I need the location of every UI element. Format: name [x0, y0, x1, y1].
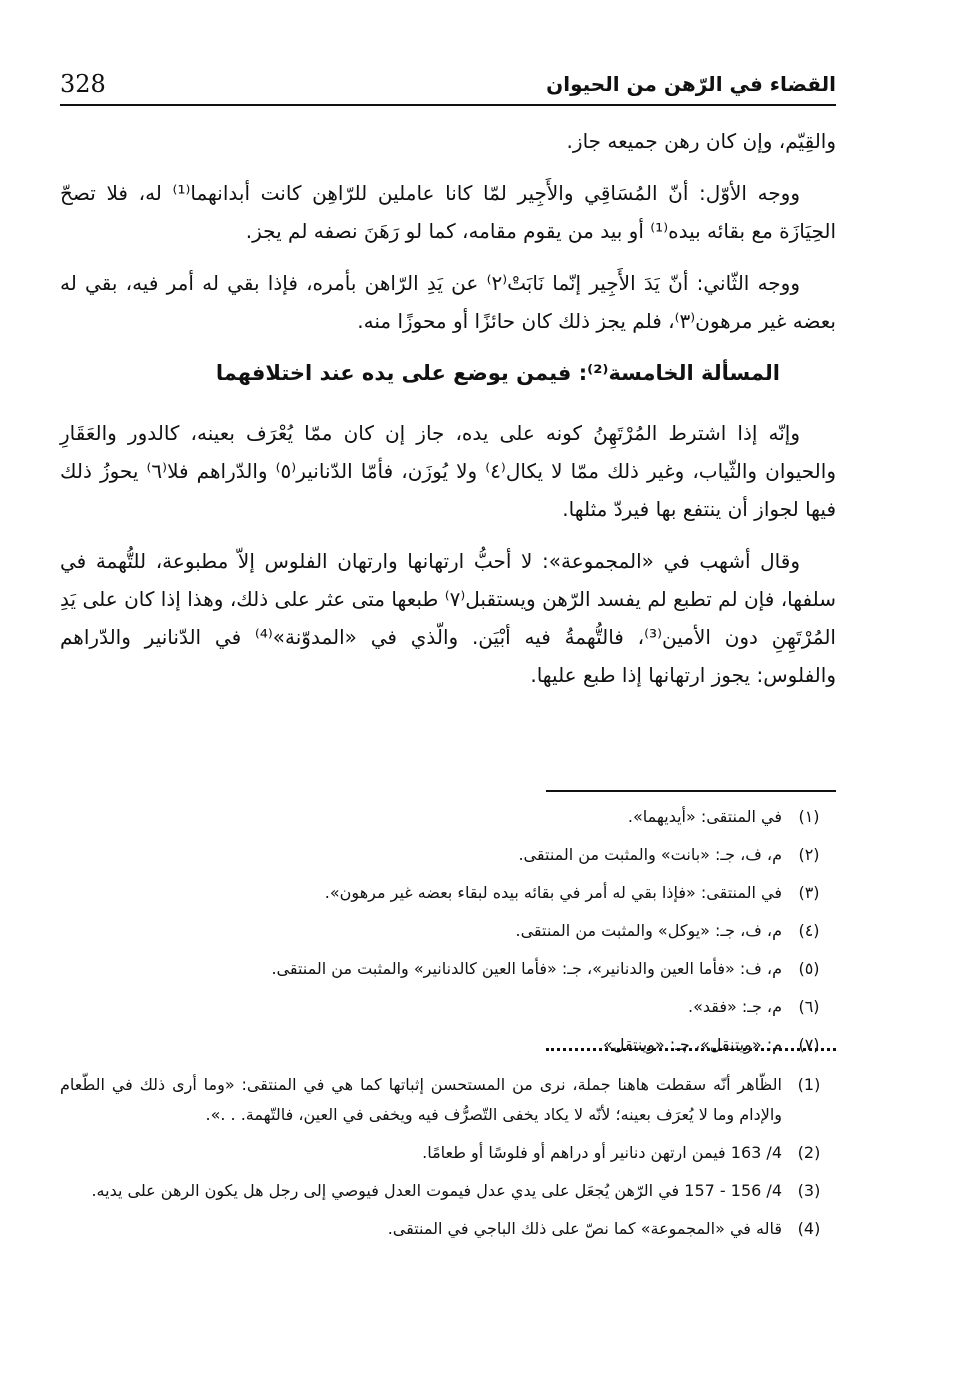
footnote-number: (٦) — [798, 997, 820, 1016]
footnotes-editions — [60, 802, 836, 1068]
paragraph: والقِيّم، وإن كان رهن جميعه جاز. — [566, 129, 836, 153]
paragraph: وإنّه إذا اشترط المُرْتَهِنُ كونه على يده، جاز إن كان ممّا يُعْرَف بعينه، كالدور والعَقَارِ والحيوان والثّياب، وغير ذلك ممّا لا يكال⁽٤⁾ ولا يُوزَن، فأمّا الدّنانير⁽٥⁾ والدّراهم فلا⁽٦⁾ يحوزُ ذلك فيها لجواز أن ينتفع بها فيردّ مثلها. — [60, 421, 836, 521]
footnote-number: (٥) — [798, 959, 820, 978]
footnote-number: (٧) — [798, 1035, 820, 1054]
paragraph: وقال أشهب في «المجموعة»: لا أحبُّ ارتهانها وارتهان الفلوس إلاّ مطبوعة، للتُّهمة في سلفها، فإن لم تطبع لم يفسد الرّهن ويستقبل⁽٧⁾ طبعها متى عثر على ذلك، وهذا إذا كان على يَدِ المُرْتَهِنِ دون الأمين⁽³⁾، فالتُّهمةُ فيه أبْيَن. والّذي في «المدوّنة»⁽⁴⁾ في الدّنانير والدّراهم والفلوس: يجوز ارتهانها إذا طبع عليها. — [60, 549, 836, 687]
paragraph: ووجه الأوّل: أنّ المُسَاقِي والأَجِير لمّا كانا عاملين للرّاهِن كانت أبدانهما⁽¹⁾ له، فلا تصحّ الحِيَازَة مع بقائه بيده⁽¹⁾ أو بيد من يقوم مقامه، كما لو رَهَنَ نصفه لم يجز. — [60, 181, 836, 243]
footnote — [60, 1070, 836, 1130]
footnote-number: (2) — [797, 1143, 821, 1162]
footnote-number: (٣) — [798, 883, 820, 902]
running-title: القضاء في الرّهن من الحيوان — [546, 72, 836, 96]
footnote — [60, 916, 836, 946]
footnote-text: في المنتقى: «أيديهما». — [627, 807, 782, 826]
footnote-text: الظّاهر أنّه سقطت هاهنا جملة، نرى من المستحسن إثباتها كما هي في المنتقى: «وما أرى ذلك في الطّعام والإدام وما لا يُعرَف بعينه؛ لأنّه لا يكاد يخفى التّصرُّف فيه ويخفى في العين، فالتّهمة. . .». — [60, 1075, 782, 1124]
footnote-number: (٤) — [798, 921, 820, 940]
footnote — [60, 954, 836, 984]
footnote-text: م، ف: «فأما العين والدنانير»، جـ: «فأما العين كالدنانير» والمثبت من المنتقى. — [271, 959, 782, 978]
footnote-number: (4) — [797, 1219, 821, 1238]
footnote-divider — [546, 790, 836, 792]
footnote-text: قاله في «المجموعة» كما نصّ على ذلك الباجي في المنتقى. — [387, 1219, 782, 1238]
footnote — [60, 878, 836, 908]
footnote-text: م، ف، جـ: «يوكل» والمثبت من المنتقى. — [515, 921, 782, 940]
footnote-text: 4/ 163 فيمن ارتهن دنانير أو دراهم أو فلوسًا أو طعامًا. — [422, 1143, 782, 1162]
section-heading: المسألة الخامسة⁽²⁾: فيمن يوضع على يده عند اختلافهما — [215, 361, 780, 385]
main-text — [60, 122, 836, 708]
footnote-number: (١) — [798, 807, 820, 826]
footnote-text: في المنتقى: «فإذا بقي له أمر في بقائه بيده لبقاء بعضه غير مرهون». — [324, 883, 782, 902]
footnote-number: (3) — [797, 1181, 821, 1200]
footnote-number: (1) — [797, 1075, 821, 1094]
page-number: 328 — [60, 70, 106, 98]
footnote-text: م: «ويتنقل»، جـ: «وينتقل». — [597, 1035, 782, 1054]
footnote — [60, 840, 836, 870]
footnote — [60, 992, 836, 1022]
footnotes-editor — [60, 1070, 836, 1252]
paragraph: ووجه الثّاني: أنّ يَدَ الأَجِير إنّما نَابَتْ⁽٢⁾ عن يَدِ الرّاهن بأمره، فإذا بقي له أمر فيه، بقي له بعضه غير مرهون⁽٣⁾، فلم يجز ذلك كان حائزًا أو محوزًا منه. — [60, 271, 836, 333]
footnote-text: م، جـ: «فقد». — [687, 997, 782, 1016]
page-header — [60, 68, 836, 106]
footnote — [60, 802, 836, 832]
footnote — [60, 1176, 836, 1206]
footnote-text: م، ف، جـ: «بانت» والمثبت من المنتقى. — [518, 845, 782, 864]
footnote — [60, 1138, 836, 1168]
footnote-number: (٢) — [798, 845, 820, 864]
footnote — [60, 1214, 836, 1244]
footnote-dotted-divider — [546, 1048, 836, 1059]
footnote-text: 4/ 156 - 157 في الرّهن يُجعَل على يدي عدل فيموت العدل فيوصي إلى رجل هل يكون الرهن على يديه. — [91, 1181, 782, 1200]
